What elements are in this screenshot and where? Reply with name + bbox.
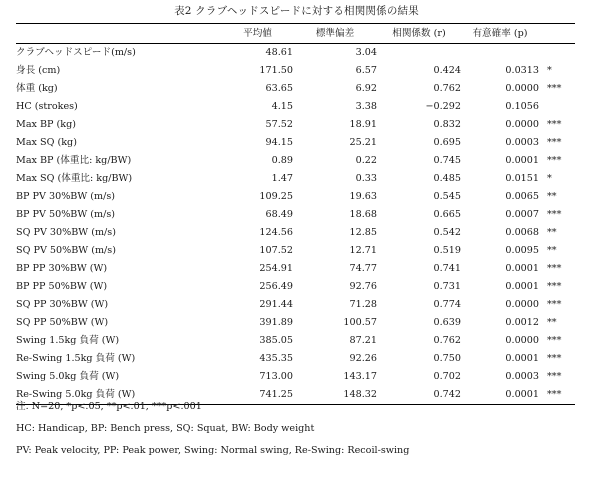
cell-correlation: 0.639: [433, 317, 461, 328]
header-correlation: 相関係数 (r): [392, 28, 446, 39]
cell-mean: 171.50: [259, 65, 293, 76]
cell-correlation: 0.542: [433, 227, 461, 238]
cell-variable: Max BP (kg): [16, 119, 76, 130]
cell-sig-marker: **: [547, 317, 557, 328]
cell-sd: 92.26: [349, 353, 377, 364]
cell-sig-marker: [539, 98, 575, 116]
cell-significance: 0.0000: [505, 119, 539, 130]
cell-sd: 0.22: [355, 155, 377, 166]
cell-mean: 435.35: [259, 353, 293, 364]
table-row: [16, 44, 575, 63]
cell-significance: 0.0151: [505, 173, 539, 184]
cell-variable: 体重 (kg): [16, 83, 58, 94]
cell-sd: 6.92: [355, 83, 377, 94]
cell-variable: SQ PV 50%BW (m/s): [16, 245, 116, 256]
cell-variable: Swing 5.0kg 負荷 (W): [16, 371, 120, 382]
cell-sig-marker: *: [547, 173, 552, 184]
cell-correlation: 0.665: [433, 209, 461, 220]
header-mean: 平均値: [243, 28, 272, 39]
cell-mean: 68.49: [265, 209, 293, 220]
cell-significance: 0.0068: [505, 227, 539, 238]
cell-correlation: 0.695: [433, 137, 461, 148]
table-row: [16, 332, 575, 350]
cell-mean: 48.61: [265, 47, 293, 58]
table-row: [16, 62, 575, 80]
cell-sd: 74.77: [349, 263, 377, 274]
cell-correlation: 0.750: [433, 353, 461, 364]
table-row: [16, 80, 575, 98]
cell-sig-marker: *: [547, 65, 552, 76]
cell-mean: 713.00: [259, 371, 293, 382]
cell-correlation: 0.762: [433, 335, 461, 346]
cell-correlation: 0.424: [433, 65, 461, 76]
table-notes: [16, 396, 576, 462]
header-significance: 有意確率 (p): [472, 28, 528, 39]
cell-mean: 63.65: [265, 83, 293, 94]
cell-mean: 391.89: [259, 317, 293, 328]
cell-sig-marker: ***: [547, 281, 562, 292]
cell-correlation: 0.832: [433, 119, 461, 130]
table-body: [16, 44, 575, 405]
cell-sd: 12.71: [349, 245, 377, 256]
cell-correlation: 0.774: [433, 299, 461, 310]
table-header-row: [16, 24, 575, 44]
table-row: [16, 314, 575, 332]
cell-sig-marker: **: [547, 245, 557, 256]
cell-variable: BP PV 30%BW (m/s): [16, 191, 116, 202]
cell-significance: 0.0001: [505, 263, 539, 274]
cell-significance: 0.0000: [505, 299, 539, 310]
cell-sd: 143.17: [343, 371, 377, 382]
cell-variable: Max SQ (kg): [16, 137, 77, 148]
cell-significance: 0.0001: [505, 353, 539, 364]
cell-sig-marker: ***: [547, 209, 562, 220]
cell-significance: 0.0065: [505, 191, 539, 202]
cell-sig-marker: ***: [547, 83, 562, 94]
table-row: [16, 206, 575, 224]
cell-sd: 71.28: [349, 299, 377, 310]
cell-variable: Max BP (体重比: kg/BW): [16, 155, 132, 166]
correlation-table: [16, 23, 575, 405]
cell-significance: 0.0001: [505, 389, 539, 400]
table-row: [16, 98, 575, 116]
cell-correlation: 0.731: [433, 281, 461, 292]
cell-sig-marker: ***: [547, 155, 562, 166]
cell-sd: 19.63: [349, 191, 377, 202]
cell-correlation: 0.519: [433, 245, 461, 256]
cell-significance: 0.0001: [505, 281, 539, 292]
cell-sig-marker: ***: [547, 299, 562, 310]
cell-sig-marker: ***: [547, 263, 562, 274]
cell-mean: 385.05: [259, 335, 293, 346]
cell-sd: 87.21: [349, 335, 377, 346]
cell-variable: BP PP 50%BW (W): [16, 281, 108, 292]
header-sig-marker: [539, 24, 575, 44]
cell-correlation: 0.545: [433, 191, 461, 202]
cell-significance: 0.0003: [505, 371, 539, 382]
table-row: [16, 242, 575, 260]
table-row: [16, 116, 575, 134]
cell-mean: 109.25: [259, 191, 293, 202]
cell-correlation: 0.485: [433, 173, 461, 184]
cell-sd: 18.68: [349, 209, 377, 220]
cell-sig-marker: ***: [547, 137, 562, 148]
cell-correlation: 0.762: [433, 83, 461, 94]
note-line-definitions: PV: Peak velocity, PP: Peak power, Swing: Normal swing, Re-Swing: Recoil-swing: [16, 445, 410, 456]
cell-variable: Swing 1.5kg 負荷 (W): [16, 335, 120, 346]
cell-sd: 100.57: [343, 317, 377, 328]
cell-correlation: −0.292: [425, 101, 461, 112]
cell-mean: 4.15: [271, 101, 293, 112]
cell-correlation: 0.702: [433, 371, 461, 382]
table-row: [16, 188, 575, 206]
cell-mean: 57.52: [265, 119, 293, 130]
table-caption: 表2 クラブヘッドスピードに対する相関関係の結果: [174, 5, 419, 17]
cell-sd: 3.38: [355, 101, 377, 112]
cell-variable: クラブヘッドスピード(m/s): [16, 47, 136, 58]
table-row: [16, 260, 575, 278]
cell-sig-marker: **: [547, 227, 557, 238]
cell-variable: SQ PV 30%BW (m/s): [16, 227, 116, 238]
cell-variable: Re-Swing 5.0kg 負荷 (W): [16, 389, 136, 400]
cell-variable: SQ PP 30%BW (W): [16, 299, 109, 310]
cell-sd: 92.76: [349, 281, 377, 292]
cell-variable: Re-Swing 1.5kg 負荷 (W): [16, 353, 136, 364]
cell-significance: 0.0001: [505, 155, 539, 166]
cell-correlation: 0.745: [433, 155, 461, 166]
cell-sd: 18.91: [349, 119, 377, 130]
cell-mean: 256.49: [259, 281, 293, 292]
header-sd: 標準偏差: [315, 28, 355, 39]
cell-sd: 25.21: [349, 137, 377, 148]
cell-sd: 12.85: [349, 227, 377, 238]
cell-significance: 0.0000: [505, 335, 539, 346]
cell-correlation: 0.742: [433, 389, 461, 400]
cell-variable: 身長 (cm): [16, 65, 61, 76]
cell-significance: 0.0007: [505, 209, 539, 220]
cell-sig-marker: ***: [547, 389, 562, 400]
cell-mean: 107.52: [259, 245, 293, 256]
cell-mean: 254.91: [259, 263, 293, 274]
cell-sig-marker: [539, 44, 575, 63]
cell-sig-marker: ***: [547, 119, 562, 130]
cell-variable: HC (strokes): [16, 101, 78, 112]
cell-variable: Max SQ (体重比: kg/BW): [16, 173, 133, 184]
cell-mean: 124.56: [259, 227, 293, 238]
note-line-significance: 注. N=20, *p<.05, **p<.01, ***p<.001: [16, 401, 202, 412]
table-row: [16, 350, 575, 368]
cell-correlation: 0.741: [433, 263, 461, 274]
header-variable: [16, 24, 222, 44]
cell-mean: 1.47: [271, 173, 293, 184]
table-row: [16, 296, 575, 314]
table-row: [16, 134, 575, 152]
cell-correlation: [377, 44, 461, 63]
note-line-abbreviations: HC: Handicap, BP: Bench press, SQ: Squat, BW: Body weight: [16, 423, 315, 434]
cell-sig-marker: ***: [547, 371, 562, 382]
cell-sig-marker: **: [547, 191, 557, 202]
cell-significance: 0.1056: [505, 101, 539, 112]
cell-sd: 0.33: [355, 173, 377, 184]
cell-sig-marker: ***: [547, 353, 562, 364]
cell-variable: BP PV 50%BW (m/s): [16, 209, 116, 220]
table-row: [16, 152, 575, 170]
cell-mean: 741.25: [259, 389, 293, 400]
cell-mean: 0.89: [271, 155, 293, 166]
cell-significance: 0.0095: [505, 245, 539, 256]
table-row: [16, 278, 575, 296]
table-row: [16, 170, 575, 188]
cell-sig-marker: ***: [547, 335, 562, 346]
cell-mean: 291.44: [259, 299, 293, 310]
cell-significance: 0.0313: [505, 65, 539, 76]
cell-significance: 0.0003: [505, 137, 539, 148]
cell-mean: 94.15: [265, 137, 293, 148]
table-row: [16, 224, 575, 242]
cell-sd: 3.04: [355, 47, 377, 58]
cell-variable: SQ PP 50%BW (W): [16, 317, 109, 328]
cell-significance: 0.0012: [505, 317, 539, 328]
cell-sd: 148.32: [343, 389, 377, 400]
cell-significance: 0.0000: [505, 83, 539, 94]
cell-sd: 6.57: [355, 65, 377, 76]
cell-variable: BP PP 30%BW (W): [16, 263, 108, 274]
cell-significance: [461, 44, 539, 63]
table-row: [16, 368, 575, 386]
